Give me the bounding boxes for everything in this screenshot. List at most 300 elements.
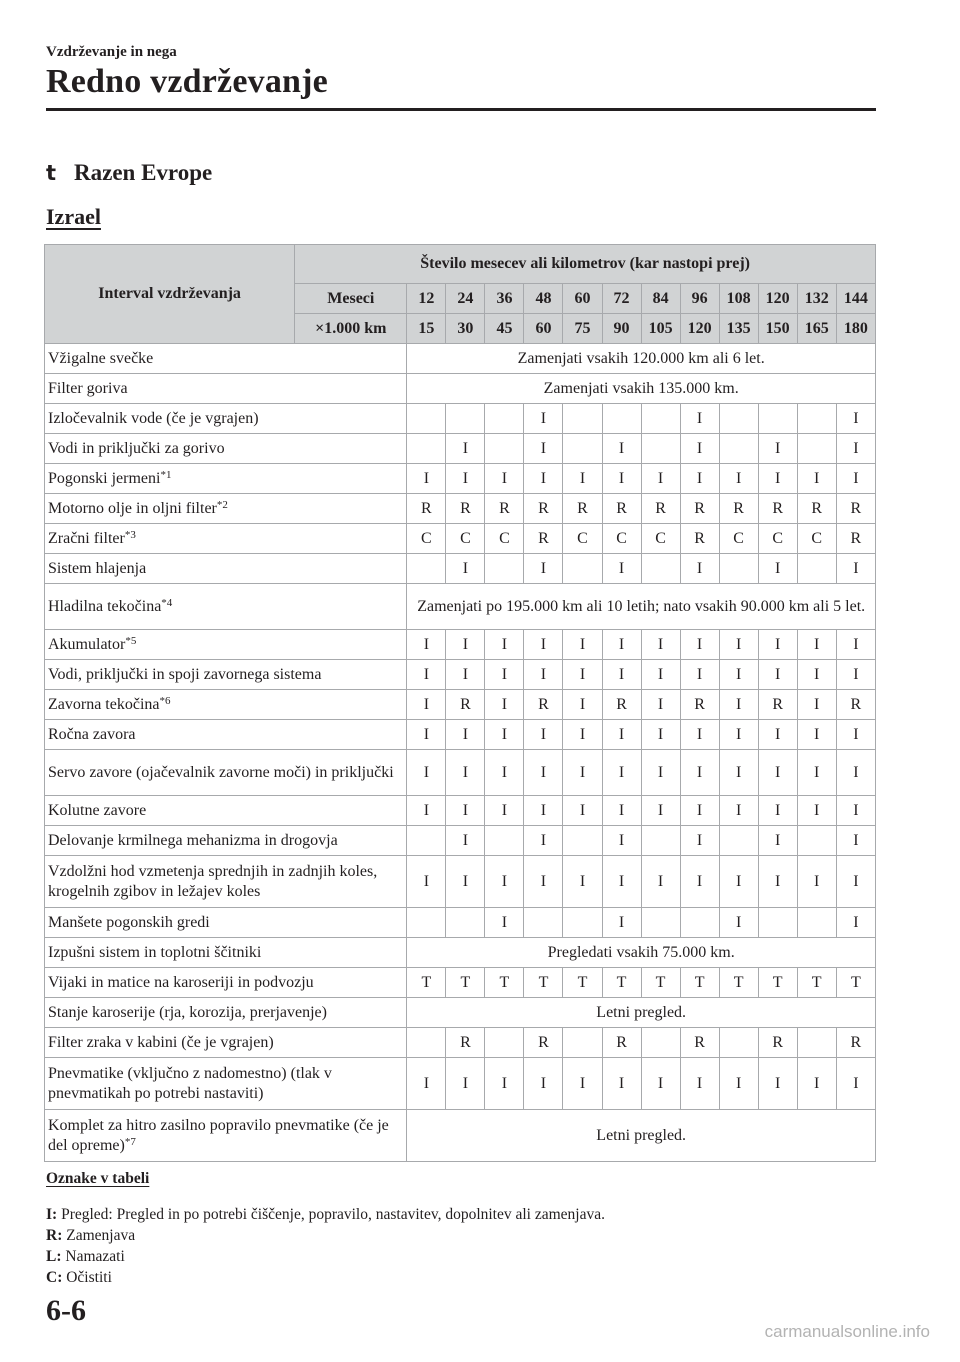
- interval-cell: [680, 908, 719, 938]
- maintenance-item-label: Izločevalnik vode (če je vgrajen): [48, 409, 259, 427]
- interval-cell: T: [602, 968, 641, 998]
- months-value: 12: [407, 284, 446, 314]
- interval-cell: I: [407, 796, 446, 826]
- interval-cell: C: [446, 524, 485, 554]
- maintenance-item: [45, 434, 407, 464]
- interval-cell: [641, 826, 680, 856]
- interval-cell: I: [836, 434, 875, 464]
- interval-cell: [641, 404, 680, 434]
- interval-cell: I: [602, 464, 641, 494]
- maintenance-item: [45, 404, 407, 434]
- table-row: [45, 660, 876, 690]
- interval-cell: T: [719, 968, 758, 998]
- months-value: 132: [797, 284, 836, 314]
- interval-cell: R: [758, 1028, 797, 1058]
- interval-cell: I: [836, 660, 875, 690]
- interval-cell: I: [446, 856, 485, 908]
- maintenance-item-label: Izpušni sistem in toplotni ščitniki: [48, 943, 262, 961]
- interval-cell: C: [758, 524, 797, 554]
- interval-cell: [758, 404, 797, 434]
- maintenance-item-label: Zračni filter: [48, 529, 125, 547]
- legend-item: [46, 1225, 605, 1246]
- interval-cell: T: [446, 968, 485, 998]
- watermark: carmanualsonline.info: [764, 1322, 930, 1341]
- months-value: 108: [719, 284, 758, 314]
- table-row: [45, 998, 876, 1028]
- interval-cell: I: [446, 434, 485, 464]
- maintenance-item-label: Vodi, priključki in spoji zavornega sistema: [48, 665, 322, 683]
- maintenance-item: [45, 524, 407, 554]
- interval-cell: I: [602, 796, 641, 826]
- interval-cell: I: [680, 1058, 719, 1110]
- maintenance-item-label: Kolutne zavore: [48, 801, 147, 819]
- maintenance-item: [45, 1058, 407, 1110]
- maintenance-item-label: Delovanje krmilnega mehanizma in drogovja: [48, 831, 338, 849]
- interval-cell: I: [563, 630, 602, 660]
- interval-cell: R: [680, 690, 719, 720]
- table-row: [45, 796, 876, 826]
- interval-cell: I: [641, 630, 680, 660]
- interval-cell: [719, 434, 758, 464]
- maintenance-item: [45, 1110, 407, 1162]
- maintenance-item: [45, 374, 407, 404]
- interval-cell: I: [758, 434, 797, 464]
- interval-cell: I: [758, 750, 797, 796]
- maintenance-item: [45, 630, 407, 660]
- interval-cell: R: [485, 494, 524, 524]
- page-title: Redno vzdrževanje: [46, 63, 328, 100]
- interval-cell: I: [524, 434, 563, 464]
- interval-cell: I: [524, 796, 563, 826]
- interval-cell: R: [524, 690, 563, 720]
- interval-cell: R: [836, 1028, 875, 1058]
- interval-cell: I: [836, 908, 875, 938]
- interval-cell: T: [524, 968, 563, 998]
- maintenance-item: [45, 968, 407, 998]
- interval-cell: I: [485, 796, 524, 826]
- interval-cell: I: [680, 554, 719, 584]
- interval-cell: I: [758, 630, 797, 660]
- interval-cell: I: [758, 796, 797, 826]
- maintenance-item: [45, 998, 407, 1028]
- interval-cell: I: [602, 630, 641, 660]
- interval-cell: [407, 404, 446, 434]
- interval-note: Zamenjati po 195.000 km ali 10 letih; nato vsakih 90.000 km ali 5 let.: [407, 584, 876, 630]
- table-row: [45, 524, 876, 554]
- interval-cell: R: [524, 494, 563, 524]
- interval-cell: [563, 908, 602, 938]
- interval-cell: I: [836, 464, 875, 494]
- interval-cell: I: [446, 796, 485, 826]
- interval-cell: I: [446, 464, 485, 494]
- legend-key: L:: [46, 1248, 62, 1265]
- interval-cell: I: [563, 690, 602, 720]
- legend-key: I:: [46, 1206, 58, 1223]
- interval-cell: I: [602, 660, 641, 690]
- interval-cell: I: [446, 554, 485, 584]
- interval-cell: I: [680, 464, 719, 494]
- interval-cell: [485, 826, 524, 856]
- maintenance-item: [45, 1028, 407, 1058]
- interval-cell: T: [563, 968, 602, 998]
- interval-cell: I: [719, 750, 758, 796]
- maintenance-item: [45, 826, 407, 856]
- interval-cell: I: [485, 750, 524, 796]
- interval-cell: I: [524, 1058, 563, 1110]
- footnote-ref: *5: [125, 634, 137, 647]
- interval-cell: I: [524, 464, 563, 494]
- maintenance-item-label: Filter goriva: [48, 379, 128, 397]
- interval-cell: C: [719, 524, 758, 554]
- maintenance-item-label: Pnevmatike (vključno z nadomestno) (tlak v pnevmatikah po potrebi nastaviti): [48, 1064, 332, 1102]
- interval-cell: I: [758, 554, 797, 584]
- interval-cell: C: [797, 524, 836, 554]
- legend-text: Pregled: Pregled in po potrebi čiščenje, popravilo, nastavitev, dopolnitev ali zamenjava.: [61, 1206, 605, 1223]
- table-row: [45, 750, 876, 796]
- interval-cell: I: [602, 1058, 641, 1110]
- interval-cell: R: [836, 690, 875, 720]
- interval-cell: I: [563, 750, 602, 796]
- interval-cell: R: [407, 494, 446, 524]
- interval-cell: [563, 554, 602, 584]
- interval-cell: I: [797, 630, 836, 660]
- interval-cell: I: [407, 630, 446, 660]
- interval-cell: I: [641, 796, 680, 826]
- interval-note: Zamenjati vsakih 135.000 km.: [407, 374, 876, 404]
- table-row: [45, 434, 876, 464]
- table-body: [45, 344, 876, 1162]
- km-value: 30: [446, 314, 485, 344]
- interval-cell: I: [641, 660, 680, 690]
- interval-cell: T: [641, 968, 680, 998]
- maintenance-item-label: Servo zavore (ojačevalnik zavorne moči) in priključki: [48, 763, 394, 781]
- interval-cell: I: [563, 464, 602, 494]
- subsection-title: Razen Evrope: [74, 160, 213, 185]
- interval-cell: I: [563, 720, 602, 750]
- km-value: 90: [602, 314, 641, 344]
- interval-cell: R: [524, 524, 563, 554]
- interval-cell: I: [836, 826, 875, 856]
- interval-cell: I: [485, 720, 524, 750]
- interval-cell: I: [407, 750, 446, 796]
- interval-cell: C: [563, 524, 602, 554]
- interval-cell: [719, 1028, 758, 1058]
- maintenance-item: [45, 750, 407, 796]
- interval-cell: I: [719, 464, 758, 494]
- table-row: [45, 908, 876, 938]
- interval-cell: I: [641, 750, 680, 796]
- maintenance-item: [45, 584, 407, 630]
- table-row: [45, 826, 876, 856]
- interval-cell: [407, 908, 446, 938]
- km-value: 150: [758, 314, 797, 344]
- interval-cell: I: [446, 1058, 485, 1110]
- interval-cell: R: [446, 494, 485, 524]
- interval-cell: I: [797, 796, 836, 826]
- interval-cell: I: [680, 660, 719, 690]
- legend-text: Očistiti: [66, 1269, 112, 1286]
- km-value: 105: [641, 314, 680, 344]
- table-row: [45, 374, 876, 404]
- legend-text: Namazati: [65, 1248, 125, 1265]
- section-marker-icon: t: [46, 161, 57, 185]
- footnote-ref: *4: [161, 596, 173, 609]
- maintenance-item-label: Komplet za hitro zasilno popravilo pnevmatike (če je del opreme): [48, 1116, 389, 1154]
- interval-cell: I: [719, 720, 758, 750]
- interval-cell: [524, 908, 563, 938]
- interval-cell: I: [797, 464, 836, 494]
- legend: [46, 1170, 605, 1288]
- maintenance-item-label: Akumulator: [48, 635, 126, 653]
- interval-cell: T: [485, 968, 524, 998]
- months-value: 96: [680, 284, 719, 314]
- interval-cell: T: [407, 968, 446, 998]
- interval-cell: I: [602, 554, 641, 584]
- interval-cell: [563, 404, 602, 434]
- interval-cell: I: [836, 554, 875, 584]
- legend-items: [46, 1204, 605, 1288]
- interval-cell: I: [524, 404, 563, 434]
- footnote-ref: *6: [159, 694, 171, 707]
- interval-cell: I: [602, 856, 641, 908]
- km-value: 165: [797, 314, 836, 344]
- interval-cell: C: [641, 524, 680, 554]
- interval-cell: I: [563, 856, 602, 908]
- interval-cell: [446, 404, 485, 434]
- maintenance-item: [45, 660, 407, 690]
- interval-cell: R: [680, 524, 719, 554]
- interval-cell: [797, 826, 836, 856]
- interval-cell: I: [836, 630, 875, 660]
- maintenance-item: [45, 796, 407, 826]
- subsection-heading: [46, 160, 212, 186]
- page-number: 6-6: [46, 1294, 86, 1327]
- maintenance-item-label: Sistem hlajenja: [48, 559, 147, 577]
- interval-cell: I: [680, 434, 719, 464]
- interval-cell: I: [485, 856, 524, 908]
- interval-cell: [407, 434, 446, 464]
- table-row: [45, 404, 876, 434]
- table-row: [45, 1028, 876, 1058]
- footnote-ref: *2: [216, 498, 228, 511]
- interval-cell: I: [485, 630, 524, 660]
- interval-cell: I: [797, 690, 836, 720]
- table-row: [45, 1110, 876, 1162]
- maintenance-item-label: Vijaki in matice na karoseriji in podvozju: [48, 973, 314, 991]
- interval-cell: I: [836, 1058, 875, 1110]
- interval-cell: I: [680, 720, 719, 750]
- interval-cell: R: [602, 1028, 641, 1058]
- interval-cell: R: [680, 1028, 719, 1058]
- interval-cell: I: [758, 856, 797, 908]
- interval-note: Zamenjati vsakih 120.000 km ali 6 let.: [407, 344, 876, 374]
- interval-cell: R: [758, 494, 797, 524]
- maintenance-item-label: Ročna zavora: [48, 725, 136, 743]
- interval-cell: I: [407, 690, 446, 720]
- months-value: 72: [602, 284, 641, 314]
- interval-cell: I: [758, 464, 797, 494]
- interval-cell: I: [758, 1058, 797, 1110]
- interval-cell: I: [485, 908, 524, 938]
- interval-cell: I: [758, 720, 797, 750]
- km-value: 120: [680, 314, 719, 344]
- interval-cell: I: [836, 796, 875, 826]
- interval-cell: I: [524, 720, 563, 750]
- interval-cell: R: [836, 494, 875, 524]
- interval-cell: C: [602, 524, 641, 554]
- legend-key: C:: [46, 1269, 63, 1286]
- km-value: 45: [485, 314, 524, 344]
- interval-cell: I: [485, 464, 524, 494]
- legend-item: [46, 1267, 605, 1288]
- interval-cell: I: [563, 796, 602, 826]
- interval-cell: I: [719, 690, 758, 720]
- region-heading: Izrael: [46, 204, 101, 229]
- interval-cell: [641, 1028, 680, 1058]
- legend-item: [46, 1204, 605, 1225]
- interval-cell: [563, 826, 602, 856]
- maintenance-item: [45, 344, 407, 374]
- footnote-ref: *7: [124, 1135, 136, 1148]
- interval-cell: [719, 404, 758, 434]
- interval-cell: R: [602, 690, 641, 720]
- interval-cell: R: [719, 494, 758, 524]
- interval-cell: [407, 1028, 446, 1058]
- interval-cell: C: [407, 524, 446, 554]
- interval-cell: [719, 826, 758, 856]
- interval-cell: I: [641, 690, 680, 720]
- interval-cell: I: [602, 908, 641, 938]
- months-value: 48: [524, 284, 563, 314]
- interval-note: Letni pregled.: [407, 1110, 876, 1162]
- interval-cell: [485, 434, 524, 464]
- interval-cell: [485, 404, 524, 434]
- interval-cell: I: [719, 796, 758, 826]
- maintenance-item-label: Stanje karoserije (rja, korozija, prerjavenje): [48, 1003, 327, 1021]
- interval-cell: I: [641, 720, 680, 750]
- interval-cell: I: [602, 750, 641, 796]
- km-value: 75: [563, 314, 602, 344]
- interval-cell: [797, 1028, 836, 1058]
- interval-cell: [485, 554, 524, 584]
- interval-cell: I: [407, 660, 446, 690]
- interval-cell: [797, 908, 836, 938]
- maintenance-item-label: Vzdolžni hod vzmetenja sprednjih in zadnjih koles, krogelnih zgibov in ležajev koles: [48, 862, 378, 900]
- interval-cell: [758, 908, 797, 938]
- interval-cell: I: [719, 660, 758, 690]
- months-value: 60: [563, 284, 602, 314]
- interval-note: Letni pregled.: [407, 998, 876, 1028]
- interval-cell: I: [602, 434, 641, 464]
- interval-cell: I: [524, 660, 563, 690]
- maintenance-item-label: Filter zraka v kabini (če je vgrajen): [48, 1033, 274, 1051]
- table-row: [45, 344, 876, 374]
- legend-text: Zamenjava: [66, 1227, 136, 1244]
- interval-cell: I: [836, 750, 875, 796]
- interval-cell: I: [602, 826, 641, 856]
- interval-cell: [641, 554, 680, 584]
- interval-cell: I: [563, 660, 602, 690]
- interval-cell: I: [641, 1058, 680, 1110]
- interval-cell: I: [446, 660, 485, 690]
- interval-cell: [446, 908, 485, 938]
- interval-cell: I: [719, 856, 758, 908]
- interval-cell: [563, 1028, 602, 1058]
- months-value: 120: [758, 284, 797, 314]
- footnote-ref: *1: [160, 468, 172, 481]
- months-value: 84: [641, 284, 680, 314]
- interval-cell: T: [680, 968, 719, 998]
- interval-cell: I: [524, 826, 563, 856]
- interval-cell: I: [446, 720, 485, 750]
- interval-cell: [797, 434, 836, 464]
- legend-item: [46, 1246, 605, 1267]
- interval-cell: I: [797, 1058, 836, 1110]
- table-row: [45, 464, 876, 494]
- table-row: [45, 856, 876, 908]
- interval-cell: I: [719, 1058, 758, 1110]
- interval-header: Interval vzdrževanja: [45, 245, 295, 344]
- interval-cell: I: [797, 856, 836, 908]
- interval-cell: I: [680, 826, 719, 856]
- interval-cell: I: [485, 660, 524, 690]
- interval-cell: R: [641, 494, 680, 524]
- km-value: 60: [524, 314, 563, 344]
- interval-cell: I: [485, 1058, 524, 1110]
- interval-cell: I: [797, 720, 836, 750]
- table-row: [45, 630, 876, 660]
- maintenance-item-label: Vžigalne svečke: [48, 349, 154, 367]
- maintenance-item-label: Vodi in priključki za gorivo: [48, 439, 225, 457]
- table-row: [45, 494, 876, 524]
- interval-cell: [719, 554, 758, 584]
- interval-cell: I: [407, 464, 446, 494]
- km-label: ×1.000 km: [295, 314, 407, 344]
- interval-cell: R: [446, 1028, 485, 1058]
- table-row: [45, 938, 876, 968]
- interval-cell: R: [563, 494, 602, 524]
- table-row: [45, 584, 876, 630]
- interval-cell: [602, 404, 641, 434]
- months-value: 36: [485, 284, 524, 314]
- months-label: Meseci: [295, 284, 407, 314]
- maintenance-item: [45, 720, 407, 750]
- maintenance-item: [45, 690, 407, 720]
- interval-cell: I: [719, 908, 758, 938]
- interval-cell: C: [485, 524, 524, 554]
- maintenance-item: [45, 554, 407, 584]
- legend-title: Oznake v tabeli: [46, 1170, 150, 1187]
- interval-cell: I: [602, 720, 641, 750]
- interval-cell: [797, 554, 836, 584]
- interval-cell: I: [524, 856, 563, 908]
- interval-cell: I: [446, 826, 485, 856]
- section-label: Vzdrževanje in nega: [46, 44, 177, 60]
- interval-cell: I: [680, 630, 719, 660]
- maintenance-item-label: Pogonski jermeni: [48, 469, 161, 487]
- interval-cell: T: [836, 968, 875, 998]
- interval-cell: [797, 404, 836, 434]
- interval-cell: I: [407, 1058, 446, 1110]
- maintenance-item-label: Manšete pogonskih gredi: [48, 913, 210, 931]
- interval-cell: I: [836, 404, 875, 434]
- interval-cell: I: [719, 630, 758, 660]
- interval-cell: I: [524, 750, 563, 796]
- interval-cell: I: [836, 720, 875, 750]
- interval-cell: T: [797, 968, 836, 998]
- interval-cell: [485, 1028, 524, 1058]
- interval-cell: I: [485, 690, 524, 720]
